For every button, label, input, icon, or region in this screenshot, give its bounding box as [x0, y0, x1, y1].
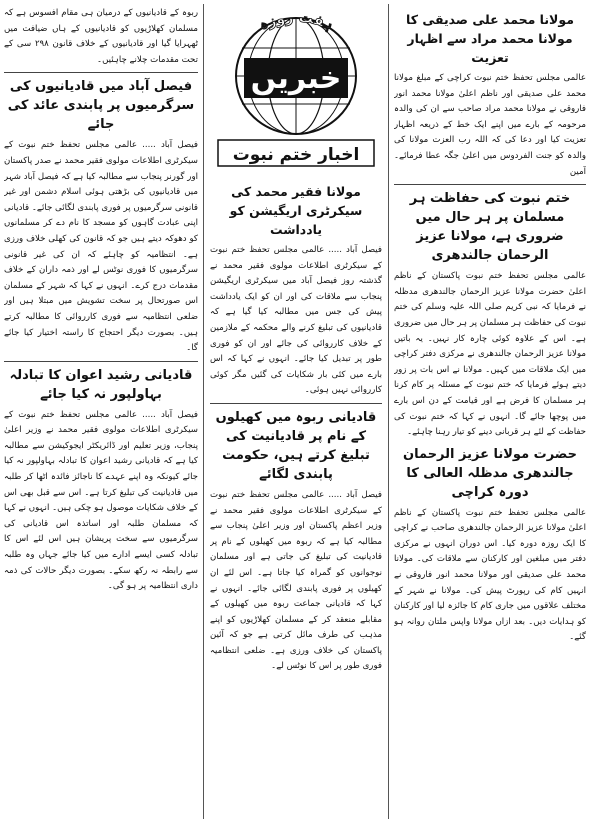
article-body: فیصل آباد ..... عالمی مجلس تحفظ ختم نبوت کے سیکرٹری اطلاعات مولوی فقیر محمد نے وزیر اعلیٰ پنجاب، وزیر تعلیم اور ڈائریکٹر ایجوکیشن سے مطالبہ کیا ہے کہ قادیانی رشید اعوان کا تبادلہ بہاولپور نہ کیا جائے کیونکہ وہ اپنے عہدے کا ناجائز فائدہ اٹھا کر طلبہ میں قادیانیت کی تبلیغ کرتا ہے۔ اس سے قبل بھی اس کے خلاف شکایات موصول ہو چکی ہیں۔ انہوں نے کہا کہ مسلمان طلبہ اور اساتذہ اس قادیانی کی سرگرمیوں سے سخت پریشان ہیں اس لئے اس کا تبادلہ کسی ایسے ادارے میں کیا جائے جہاں وہ طلبہ سے رابطہ نہ رکھ سکے۔ بصورت دیگر حالات کی ذمہ داری انتظامیہ پر ہو گی۔ [4, 409, 198, 592]
article-body: ربوہ کے قادیانیوں کے درمیان ہی مقام افسوس ہے کہ مسلمان کھلاڑیوں کو قادیانیوں کے ہاں ضیافت میں ٹھہرایا گیا اور قادیانیوں کے خلاف قانون ۲۹۸ سی کے تحت مقدمات چلانے چاہئیں۔ [4, 8, 198, 65]
article-headline: قادیانی ربوہ میں کھیلوں کے نام پر قادیانیت کی تبلیغ کرتے ہیں، حکومت پابندی لگائے [215, 409, 377, 482]
article-body: فیصل آباد ..... عالمی مجلس تحفظ ختم نبوت کے سیکرٹری اطلاعات مولوی فقیر محمد نے وزیر اعظم پاکستان اور وزیر اعلیٰ پنجاب سے مطالبہ کیا ہے کہ ربوہ میں کھیلوں کے نام پر قادیانیت کی تبلیغ کی جاتی ہے اور مسلمان نوجوانوں کو گمراہ کیا جاتا ہے۔ اس لئے ان کھیلوں پر فوری پابندی لگائی جائے۔ انہوں نے کہا کہ قادیانی جماعت ربوہ میں کھیلوں کے مقابلے منعقد کر کے مسلمان کھلاڑیوں کو اپنے مذہب کی طرف مائل کرتی ہے جو کہ آئین پاکستان کی خلاف ورزی ہے۔ ضلعی انتظامیہ فوری طور پر اس کا نوٹس لے۔ [210, 489, 382, 672]
article-body: فیصل آباد ..... عالمی مجلس تحفظ ختم نبوت کے سیکرٹری اطلاعات مولوی فقیر محمد نے گذشتہ روز فیصل آباد میں سیکرٹری اریگیشن پنجاب سے ملاقات کی اور ان کو ایک یادداشت پیش کی جس میں مطالبہ کیا گیا ہے کہ قادیانیوں کی تبلیغ کرنے والے محکمہ کے ملازمین کے خلاف کارروائی کی جائے اور ان کو فوری طور پر تبدیل کیا جائے۔ انہوں نے کہا کہ اس بارے میں کئی بار شکایات کی گئیں مگر کوئی کارروائی نہیں ہوئی۔ [210, 245, 382, 396]
article-headline: ختم نبوت کی حفاظت ہر مسلمان پر ہر حال میں ضروری ہے، مولانا عزیز الرحمان جالندھری [409, 191, 571, 264]
masthead-footer-text: اخبار ختم نبوت [232, 145, 360, 165]
masthead-emblem [210, 4, 382, 170]
masthead-logo-word: خبریں [250, 61, 342, 96]
column-rule [388, 4, 389, 819]
divider [394, 184, 586, 185]
article-body: عالمی مجلس تحفظ ختم نبوت پاکستان کے ناظم اعلیٰ حضرت مولانا عزیز الرحمان جالندھری مدظلہ نے فرمایا کہ نبی کریم صلی اللہ علیہ وسلم کی ختم نبوت کی حفاظت ہر مسلمان پر ہر حال میں ضروری ہے۔ اس کے علاوہ کوئی چارہ کار نہیں۔ یہ باتیں مولانا عزیز الرحمان جالندھری نے مرکزی دفتر کراچی میں ایک ملاقات میں کہیں۔ مولانا نے اس بات پر زور دیتے ہوئے فرمایا کہ ختم نبوت کے مسئلہ پر کام کرنا ہر مسلمان کا فرض ہے اور قیامت کے دن اس بارے میں پوچھا جائے گا۔ انہوں نے کہا کہ ختم نبوت کی حفاظت کے لئے ہر قربانی دینے کو تیار رہنا چاہئے۔ [394, 271, 586, 438]
article-headline: قادیانی رشید اعوان کا تبادلہ بہاولپور نہ کیا جائے [9, 367, 193, 402]
right-column [394, 6, 586, 819]
article-body: عالمی مجلس تحفظ ختم نبوت پاکستان کے ناظم اعلیٰ مولانا عزیز الرحمان جالندھری صاحب نے کراچی کا ایک روزہ دورہ کیا۔ اس دوران انہوں نے مرکزی دفتر میں مبلغین اور کارکنان سے ملاقات کی۔ مولانا محمد علی صدیقی اور مولانا محمد انور فاروقی نے انہیں کام کی رپورٹ پیش کی۔ مولانا نے شہر کے مختلف علاقوں میں جاری کام کا جائزہ لیا اور کارکنان کو ہدایات دیں۔ بعد ازاں مولانا واپس ملتان روانہ ہو گئے۔ [394, 507, 586, 643]
article-headline: حضرت مولانا عزیز الرحمان جالندھری مدظلہ العالی کا دورہ کراچی [403, 446, 577, 500]
article-headline: مولانا فقیر محمد کی سیکرٹری اریگیشن کو یادداشت [229, 184, 363, 237]
masthead-arc-text: ہفت روزہ [256, 9, 336, 34]
article-headline: مولانا محمد علی صدیقی کا مولانا محمد مراد سے اظہار تعزیت [406, 12, 574, 65]
column-rule [203, 4, 204, 819]
left-column [4, 6, 198, 819]
article-headline: فیصل آباد میں قادیانیوں کی سرگرمیوں پر پابندی عائد کی جائے [7, 79, 195, 133]
divider [4, 361, 198, 362]
divider [4, 72, 198, 73]
article-body: فیصل آباد ..... عالمی مجلس تحفظ ختم نبوت کے سیکرٹری اطلاعات مولوی فقیر محمد نے صدر پاکستان اور گورنر پنجاب سے مطالبہ کیا ہے کہ فیصل آباد شہر میں قادیانیوں کی بڑھتی ہوئی اسلام دشمن اور غیر قانونی سرگرمیوں پر فوری پابندی لگائی جائے۔ قادیانی اپنی عبادت گاہوں کو مسجد کا نام دے کر مسلمانوں کو دھوکہ دیتے ہیں جو کہ قانون کی کھلی خلاف ورزی ہے۔ انتظامیہ کو چاہئے کہ ان کی غیر قانونی سرگرمیوں کا فوری نوٹس لے اور ذمہ داران کے خلاف مقدمات درج کرے۔ انہوں نے کہا کہ شہر کے مسلمان اس صورتحال پر سخت تشویش میں مبتلا ہیں اور ضلعی انتظامیہ سے فوری کارروائی کا مطالبہ کرتے ہیں۔ بصورت دیگر احتجاج کا راستہ اختیار کیا جائے گا۔ [4, 140, 198, 354]
divider [210, 403, 382, 404]
article-body: عالمی مجلس تحفظ ختم نبوت کراچی کے مبلغ مولانا محمد علی صدیقی اور ناظم اعلیٰ مولانا محمد انور فاروقی نے مولانا محمد مراد صاحب سے ان کی والدہ مرحومہ کے بارے میں اپنے ایک خط کے ذریعہ اظہار تعزیت کیا اور دعا کی کہ اللہ رب العزت مولانا کی والدہ کو جنت الفردوس میں اعلیٰ جگہ عطا فرمائے۔ آمین [394, 73, 586, 177]
globe-logo [210, 4, 382, 170]
